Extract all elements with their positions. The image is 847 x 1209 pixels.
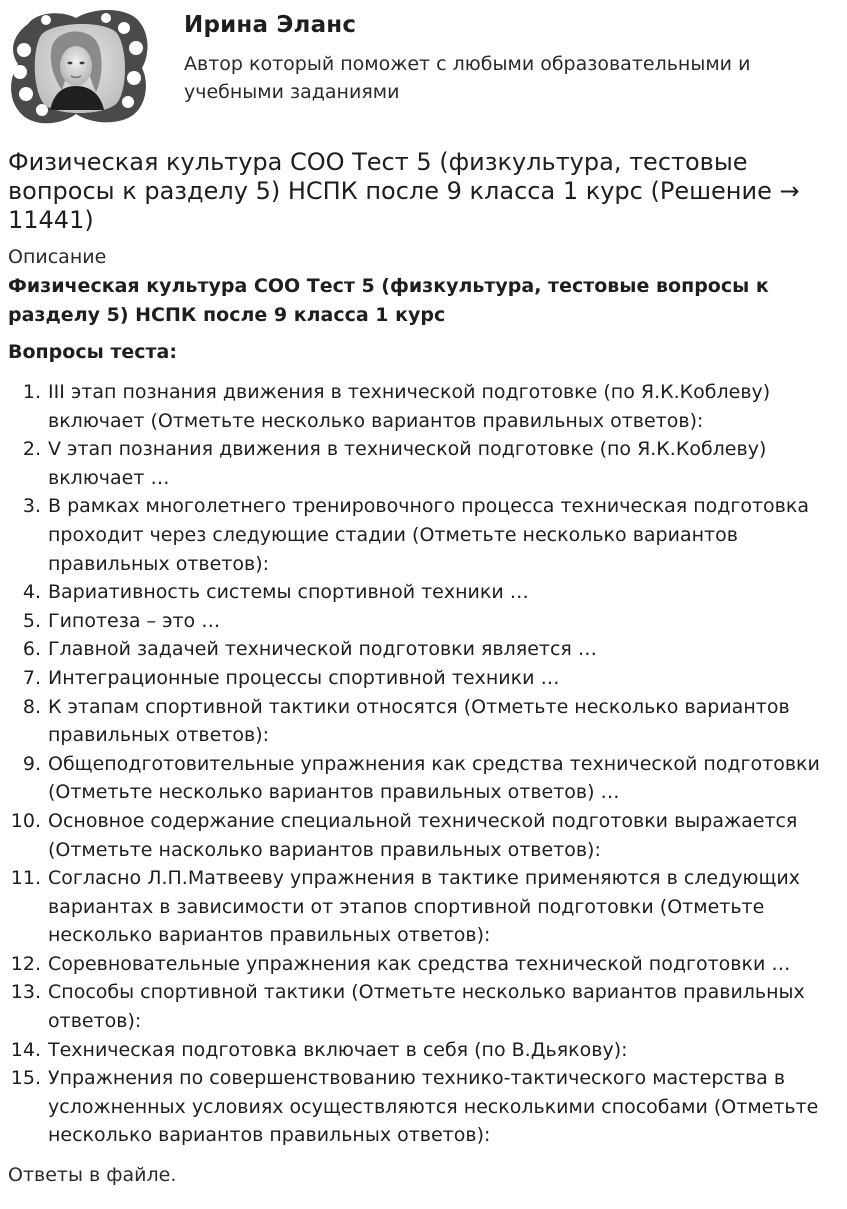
author-avatar[interactable] [6,6,152,128]
author-block [0,0,847,140]
questions-list [0,378,847,1150]
author-name[interactable]: Ирина Эланс [184,12,357,38]
description-label: Описание [8,246,107,268]
question-text: Способы спортивной тактики (Отметьте несколько вариантов правильных ответов): [48,981,805,1033]
question-number: 10. [10,809,41,832]
question-number: 6. [22,638,41,661]
question-number: 13. [10,981,41,1004]
question-number: 4. [22,581,41,604]
question-text: Общеподготовительные упражнения как средства технической подготовки (Отметьте несколько вариантов правильных ответов) … [48,752,820,804]
question-text: Согласно Л.П.Матвееву упражнения в тактике применяются в следующих вариантах в зависимости от этапов спортивной подготовки (Отметьте несколько вариантов правильных ответов): [48,867,800,947]
question-item [0,664,847,693]
question-item [0,1036,847,1065]
question-text: Интеграционные процессы спортивной техники … [48,666,560,689]
answers-note: Ответы в файле. [8,1164,177,1186]
question-item [0,807,847,864]
question-item [0,864,847,950]
film-reel-frame-icon [6,6,152,128]
question-number: 12. [10,952,41,975]
question-item [0,1064,847,1150]
question-text: В рамках многолетнего тренировочного процесса техническая подготовка проходит через следующие стадии (Отметьте несколько вариантов правильных ответов): [48,495,810,575]
question-number: 2. [22,438,41,461]
question-item [0,378,847,435]
question-text: Техническая подготовка включает в себя (по В.Дьякову): [48,1038,628,1061]
question-item [0,693,847,750]
question-number: 14. [10,1038,41,1061]
question-item [0,492,847,578]
question-number: 5. [22,609,41,632]
question-text: Главной задачей технической подготовки является … [48,638,597,661]
question-text: Вариативность системы спортивной техники … [48,581,529,604]
question-text: Основное содержание специальной технической подготовки выражается (Отметьте насколько вариантов правильных ответов): [48,809,798,861]
question-text: К этапам спортивной тактики относятся (Отметьте несколько вариантов правильных ответов): [48,695,790,747]
question-item [0,978,847,1035]
question-number: 7. [22,666,41,689]
question-number: 1. [22,381,41,403]
question-number: 3. [22,495,41,518]
question-text: Упражнения по совершенствованию технико-тактического мастерства в усложненных условиях осуществляются несколькими способами (Отметьте несколько вариантов правильных ответов): [48,1067,819,1147]
question-text: V этап познания движения в технической подготовке (по Я.К.Коблеву) включает … [48,438,767,489]
questions-heading: Вопросы теста: [8,341,177,363]
description-subtitle: Физическая культура СОО Тест 5 (физкультура, тестовые вопросы к разделу 5) НСПК после 9 класса 1 курс [8,275,769,326]
question-text: Соревновательные упражнения как средства технической подготовки … [48,952,791,975]
question-number: 8. [22,695,41,718]
question-item [0,607,847,636]
question-number: 15. [10,1067,41,1090]
page-title: Физическая культура СОО Тест 5 (физкультура, тестовые вопросы к разделу 5) НСПК после 9 класса 1 курс (Решение → 11441) [8,148,800,234]
question-item [0,435,847,492]
question-item [0,950,847,979]
question-item [0,578,847,607]
question-text: Гипотеза – это … [48,609,221,632]
author-tagline: Автор который поможет с любыми образовательными и учебными заданиями [184,53,751,103]
question-text: III этап познания движения в технической подготовке (по Я.К.Коблеву) включает (Отметьте несколько вариантов правильных ответов): [48,381,771,432]
question-number: 9. [22,752,41,775]
question-item [0,750,847,807]
question-number: 11. [10,867,41,890]
question-item [0,635,847,664]
